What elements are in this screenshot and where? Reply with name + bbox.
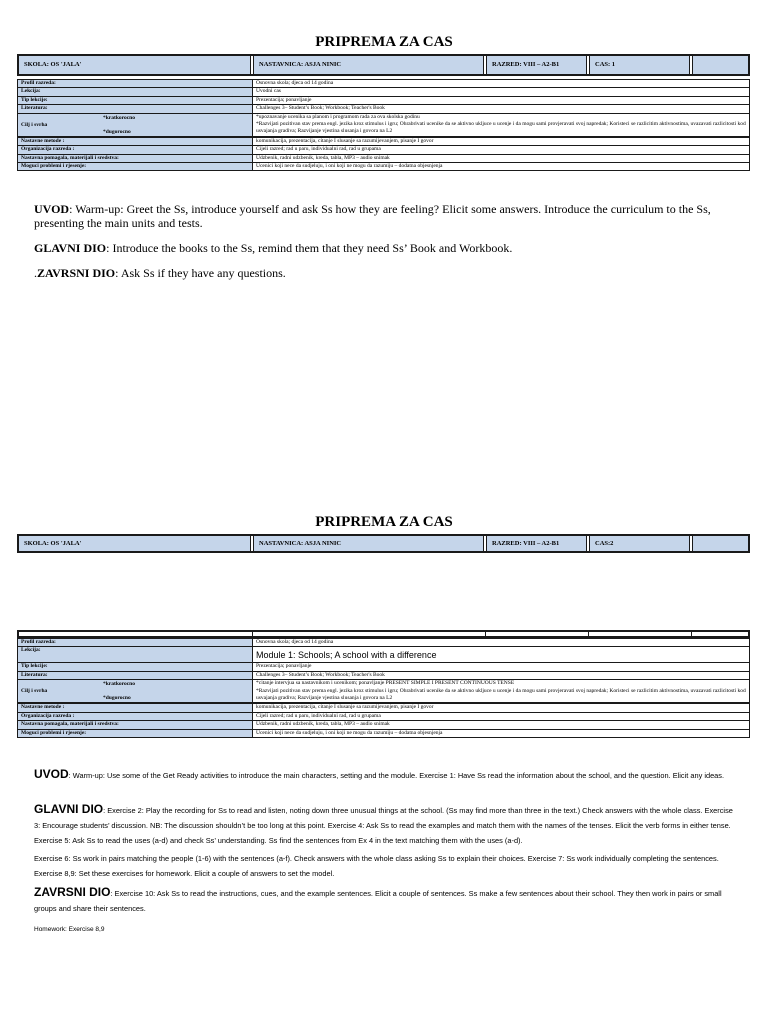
table-row [18, 721, 750, 729]
uvod-paragraph-2 [34, 767, 734, 783]
zavrsni-heading: ZAVRSNI DIO [34, 885, 111, 899]
cilj-label: Cilj i svrha [21, 121, 48, 128]
kratkorocno-label: *kratkorocno [103, 114, 135, 121]
literatura-value: Challenges 3– Student’s Book; Workbook; Teacher's Book [253, 671, 750, 679]
cilj-label: Cilj i svrha [21, 688, 48, 695]
cilj-short-text: *upoznavanje ucenika sa planom i programom rada za ova skolska godinu [256, 113, 420, 120]
metode-value: komunikacija, prezentacija, citanje I slusanje sa razumijevanjem, pisanje I govor [253, 137, 750, 146]
pomagala-value: Udzbenik, radni udzbenik, kreda, tabla, MP3 – audio snimak [253, 721, 750, 729]
table-row [18, 113, 750, 137]
teacher-cell: NASTAVNICA: ASJA NINIC [254, 536, 487, 551]
profil-label: Profil razreda: [18, 80, 253, 88]
school-cell: SKOLA: OS 'JALA' [19, 56, 254, 74]
pomagala-label: Nastavna pomagala, materijali i sredstva: [18, 154, 253, 162]
table-row [18, 154, 750, 162]
lesson-info-table-1 [17, 79, 750, 171]
pomagala-label: Nastavna pomagala, materijali i sredstva: [18, 721, 253, 729]
uvod-heading: UVOD [34, 202, 70, 216]
tip-value: Prezentacija; ponavljanje [253, 663, 750, 671]
tip-label: Tip lekcije: [18, 663, 253, 671]
problemi-value: Ucenici koji nece da sudjeluju, i oni koji ne mogu da razumiju – dodatna objesnjenja [253, 163, 750, 171]
table-row [18, 163, 750, 171]
dugorocno-label: *dugorocno [103, 695, 131, 702]
zavrsni-prefix: . [34, 266, 37, 280]
literatura-value: Challenges 3– Student’s Book; Workbook; Teacher's Book [253, 105, 750, 113]
uvod-text: : Warm-up: Use some of the Get Ready activities to introduce the main characters, setting and the module. Exercise 1: Have Ss read the information about the school, and the question. Elicit any ideas. [68, 771, 725, 780]
zavrsni-text: : Exercise 10: Ask Ss to read the instructions, cues, and the example sentences. Elicit a couple of sentences. Ss make a few sentences about their school. They then work in pairs or small groups and share their sentences. [34, 889, 722, 913]
tip-value: Prezentacija; ponavljanje [253, 96, 750, 104]
glavni-paragraph-2 [34, 802, 734, 848]
table-row [18, 671, 750, 679]
table-row [18, 663, 750, 671]
lesson-number-cell: CAS: 1 [590, 56, 693, 74]
table-row [18, 105, 750, 113]
kratkorocno-label: *kratkorocno [103, 681, 135, 688]
page-title-1: PRIPREMA ZA CAS [315, 34, 453, 50]
glavni-text: : Exercise 2: Play the recording for Ss to read and listen, noting down three unusual things at the school. (Ss may find more than three in the text.) Check answers with the whole class. Exercise 3: Encourage students’ discussion. NB: The discussion shouldn’t be too long at this point. Exercise 4: Ask Ss to read the examples and match them with the names of the tenses. Elicit the verb forms in either tense. Exercise 5: Ask Ss to read the uses (a-d) and check Ss’ understanding. Ss find the sentences from Ex 4 in the text matching them with the uses (a-d). [34, 806, 733, 845]
cilj-short-text: *citanje intervjua sa nastavnikom i ucenikom; ponavljanje PRESENT SIMPLE I PRESENT CONTINUOUS TENSE [256, 680, 515, 687]
table-row [18, 137, 750, 146]
glavni-heading: GLAVNI DIO [34, 241, 107, 255]
organizacija-label: Organizacija razreda : [18, 146, 253, 154]
problemi-label: Moguci problemi i rjesenje: [18, 729, 253, 737]
cilj-long-text: *Razvijati pozitivan stav prema engl. jezika kroz stimulus i igru; Ohrabrivati ucenike da se aktivno ukljuce u ucenje i da mogu sami provjeravati svoj napredak; Koristeci se razlicitim aktivnostima, uvazavati razlicitosti kod usvajanja gradiva; Razvijanje vjestina slusanja i govora na L2 [256, 121, 746, 135]
table-row [18, 647, 750, 663]
uvod-paragraph-1 [34, 202, 734, 230]
cilj-value [253, 113, 750, 137]
exercise6-paragraph [34, 851, 734, 881]
lekcija-value: Module 1: Schools; A school with a difference [253, 647, 750, 663]
table-row [18, 88, 750, 96]
table-row [18, 146, 750, 154]
organizacija-value: Cijeli razred; rad u paru, individualni rad, rad u grupama [253, 712, 750, 720]
homework-line [34, 922, 734, 937]
lesson-header-2 [17, 534, 750, 553]
empty-header-row [17, 630, 750, 638]
lesson-header-1 [17, 54, 750, 76]
metode-label: Nastavne metode : [18, 703, 253, 712]
glavni-text: : Introduce the books to the Ss, remind them that they need Ss’ Book and Workbook. [106, 241, 513, 255]
metode-value: komunikacija, prezentacija, citanje I slusanje sa razumijevanjem, pisanje I govor [253, 703, 750, 712]
literatura-label: Literatura: [18, 105, 253, 113]
glavni-paragraph-1 [34, 241, 734, 255]
tip-label: Tip lekcije: [18, 96, 253, 104]
cilj-value [253, 680, 750, 704]
glavni-heading: GLAVNI DIO [34, 802, 104, 816]
uvod-text: : Warm-up: Greet the Ss, introduce yourself and ask Ss how they are feeling? Elicit some answers. Introduce the curriculum to the Ss, presenting the main units and tests. [34, 202, 711, 230]
table-row [18, 729, 750, 737]
literatura-label: Literatura: [18, 671, 253, 679]
cilj-label-cell [18, 113, 253, 137]
lekcija-label: Lekcija: [18, 647, 253, 663]
problemi-value: Ucenici koji nece da sudjeluju, i oni koji ne mogu da razumiju – dodatna objesnjenja [253, 729, 750, 737]
zavrsni-text: : Ask Ss if they have any questions. [115, 266, 286, 280]
table-row [18, 712, 750, 720]
empty-header-cell [693, 536, 748, 551]
grade-cell: RAZRED: VIII – A2-B1 [487, 56, 590, 74]
lekcija-label: Lekcija: [18, 88, 253, 96]
zavrsni-paragraph-1 [34, 266, 734, 280]
organizacija-label: Organizacija razreda : [18, 712, 253, 720]
profil-label: Profil razreda: [18, 639, 253, 647]
profil-value: Osnovna skola; djeca od 14 godina [253, 639, 750, 647]
teacher-cell: NASTAVNICA: ASJA NINIC [254, 56, 487, 74]
lesson-number-cell: CAS:2 [590, 536, 693, 551]
empty-header-cell [693, 56, 748, 74]
grade-cell: RAZRED: VIII – A2-B1 [487, 536, 590, 551]
zavrsni-heading: ZAVRSNI DIO [37, 266, 116, 280]
lekcija-value: Uvodni cas [253, 88, 750, 96]
table-row [18, 639, 750, 647]
pomagala-value: Udzbenik, radni udzbenik, kreda, tabla, MP3 – audio snimak [253, 154, 750, 162]
dugorocno-label: *dugorocno [103, 128, 131, 135]
profil-value: Osnovna skola; djeca od 14 godina [253, 80, 750, 88]
problemi-label: Moguci problemi i rjesenje: [18, 163, 253, 171]
page-title-2: PRIPREMA ZA CAS [315, 514, 453, 530]
metode-label: Nastavne metode : [18, 137, 253, 146]
homework-text: Homework: Exercise 8,9 [34, 926, 105, 933]
organizacija-value: Cijeli razred; rad u paru, individualni rad, rad u grupama [253, 146, 750, 154]
cilj-label-cell [18, 680, 253, 704]
table-row [18, 703, 750, 712]
lesson-info-table-2 [17, 638, 750, 738]
table-row [18, 96, 750, 104]
table-row [18, 680, 750, 704]
exercise6-text: Exercise 6: Ss work in pairs matching the people (1-6) with the sentences (a-f). Check answers with the whole class asking Ss to explain their choices. Exercise 7: Ss work individually completing the sentences. Exercise 8,9: Set these exercises for homework. Elicit a couple of answers to set the model. [34, 854, 719, 878]
uvod-heading: UVOD [34, 767, 69, 781]
cilj-long-text: *Razvijati pozitivan stav prema engl. jezika kroz stimulus i igru; Ohrabrivati ucenike da se aktivno ukljuce u ucenje i da mogu sami provjeravati svoj napredak; Koristeci se razlicitim aktivnostima, uvazavati razlicitosti kod usvajanja gradiva; Razvijanje vjestina slusanja i govora na L2 [256, 687, 746, 702]
zavrsni-paragraph-2 [34, 885, 734, 916]
school-cell: SKOLA: OS 'JALA' [19, 536, 254, 551]
table-row [18, 80, 750, 88]
